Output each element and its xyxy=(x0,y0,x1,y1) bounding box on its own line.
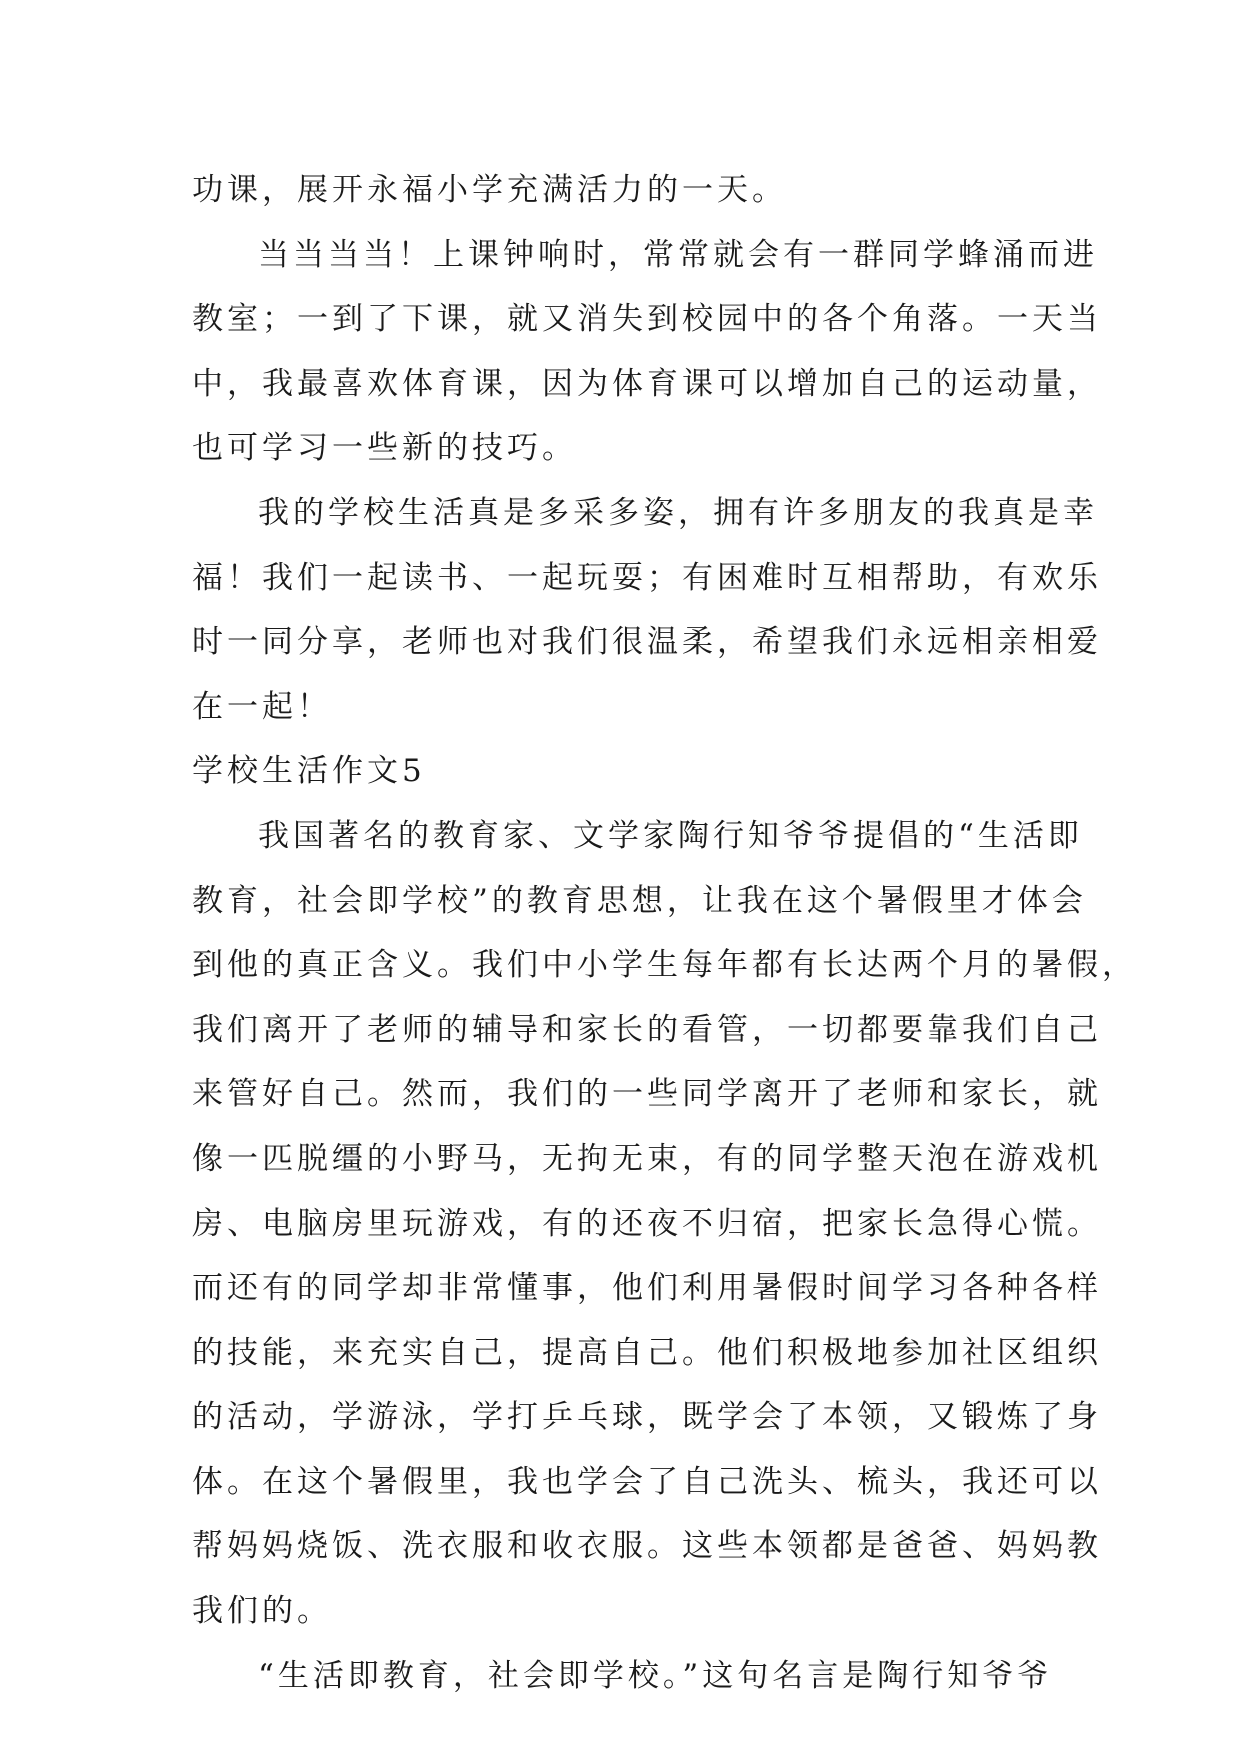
text-line: 也可学习一些新的技巧。 xyxy=(192,430,577,467)
text-line: “生活即教育，社会即学校。”这句名言是陶行知爷爷 xyxy=(258,1657,1053,1694)
text-line: 教育，社会即学校”的教育思想，让我在这个暑假里才体会 xyxy=(192,882,1087,919)
text-line: 我们离开了老师的辅导和家长的看管，一切都要靠我们自己 xyxy=(192,1011,1102,1048)
text-line: 福！我们一起读书、一起玩耍；有困难时互相帮助，有欢乐 xyxy=(192,559,1102,596)
text-line: 像一匹脱缰的小野马，无拘无束，有的同学整天泡在游戏机 xyxy=(192,1140,1102,1177)
text-line: 功课，展开永福小学充满活力的一天。 xyxy=(192,172,787,208)
text-line: 中，我最喜欢体育课，因为体育课可以增加自己的运动量， xyxy=(192,365,1102,402)
text-line: 当当当当！上课钟响时，常常就会有一群同学蜂涌而进 xyxy=(258,236,1098,273)
text-line: 我们的。 xyxy=(192,1593,332,1630)
text-line: 教室；一到了下课，就又消失到校园中的各个角落。一天当 xyxy=(192,301,1102,338)
document-body xyxy=(192,158,1137,1708)
text-line: 时一同分享，老师也对我们很温柔，希望我们永远相亲相爱 xyxy=(192,624,1102,661)
text-line: 的技能，来充实自己，提高自己。他们积极地参加社区组织 xyxy=(192,1334,1102,1371)
text-line: 体。在这个暑假里，我也学会了自己洗头、梳头，我还可以 xyxy=(192,1463,1102,1500)
text-line: 我国著名的教育家、文学家陶行知爷爷提倡的“生活即 xyxy=(258,817,1083,854)
text-line: 在一起！ xyxy=(192,688,332,725)
text-line: 到他的真正含义。我们中小学生每年都有长达两个月的暑假， xyxy=(192,947,1137,984)
section-heading: 学校生活作文5 xyxy=(192,753,426,790)
text-line: 来管好自己。然而，我们的一些同学离开了老师和家长，就 xyxy=(192,1076,1102,1113)
text-line: 我的学校生活真是多采多姿，拥有许多朋友的我真是幸 xyxy=(258,494,1098,531)
text-line: 帮妈妈烧饭、洗衣服和收衣服。这些本领都是爸爸、妈妈教 xyxy=(192,1528,1102,1565)
text-line: 而还有的同学却非常懂事，他们利用暑假时间学习各种各样 xyxy=(192,1270,1102,1307)
text-line: 房、电脑房里玩游戏，有的还夜不归宿，把家长急得心慌。 xyxy=(192,1205,1102,1242)
text-line: 的活动，学游泳，学打乒乓球，既学会了本领，又锻炼了身 xyxy=(192,1399,1102,1436)
